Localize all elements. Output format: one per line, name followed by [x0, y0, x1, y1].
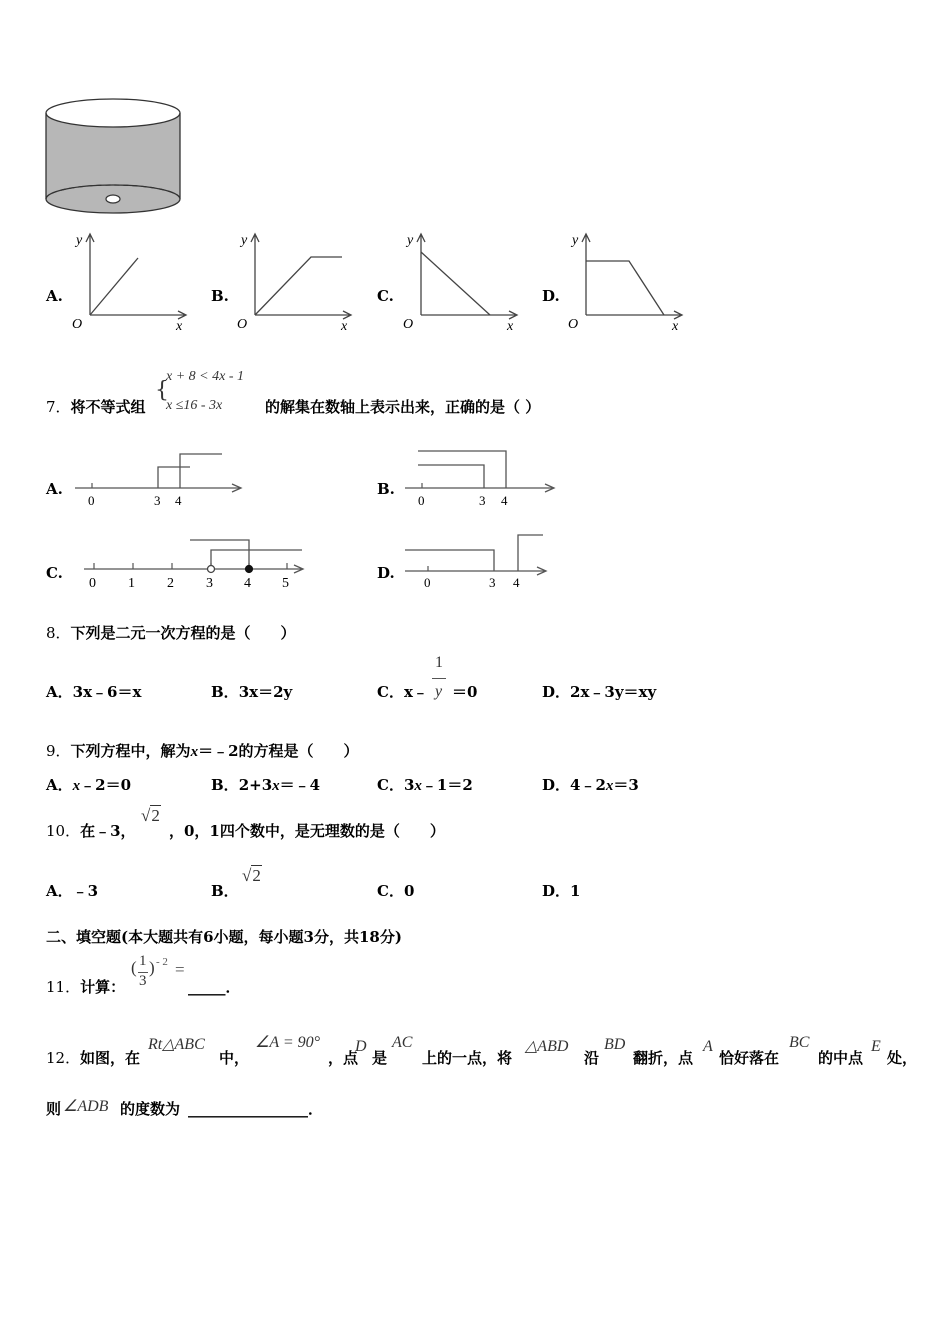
- graph-option-d: [566, 230, 696, 335]
- q7d-tick-0: 0: [424, 575, 431, 590]
- q9-b-text: ＝﹣4: [279, 776, 321, 794]
- q7a-tick-0: 0: [88, 493, 95, 508]
- graph-d-x-label: x: [672, 319, 679, 334]
- q10-sqrt: √2: [141, 806, 160, 825]
- q8-d-text: 2x﹣3y＝xy: [570, 683, 657, 701]
- q9-b-label: B．: [211, 776, 239, 794]
- q9-text-post: ＝﹣2的方程是（ ）: [198, 742, 359, 760]
- q9-option-c: [377, 774, 473, 795]
- q7b-tick-3: 3: [479, 493, 486, 508]
- q8-number: 8．: [46, 624, 71, 642]
- graph-c-y-label: y: [407, 233, 414, 248]
- q8-c-fraction-den: y: [435, 683, 443, 700]
- graph-option-d-label: D.: [542, 287, 560, 305]
- q12-t7: 翻折，点: [633, 1049, 694, 1067]
- q12-t5: 上的一点，将: [422, 1049, 513, 1067]
- q8-option-d: [542, 681, 656, 702]
- q8-a-text: 3x﹣6＝x: [72, 683, 142, 701]
- q7c-tick-4: 4: [244, 576, 251, 591]
- q12-t2: 中，: [219, 1049, 250, 1067]
- q10-stem-pre: [46, 820, 136, 841]
- graph-b-x-label: x: [341, 319, 348, 334]
- q10-option-d: [542, 880, 580, 901]
- q7-option-d-label: D.: [377, 564, 395, 582]
- q7c-tick-2: 2: [167, 576, 174, 591]
- q10-option-c: [377, 880, 414, 901]
- q9-a-var: x: [72, 778, 81, 794]
- q12-t6: 沿: [584, 1049, 600, 1067]
- graph-d-y-label: y: [572, 233, 579, 248]
- q12-t9: 的中点: [818, 1049, 864, 1067]
- q9-b-var: x: [272, 778, 280, 794]
- q12-m4: AC: [392, 1034, 413, 1051]
- q11-stem: [46, 976, 125, 997]
- q7-option-c-numberline: [70, 535, 320, 595]
- q12-line2-pre: 则: [46, 1100, 62, 1118]
- q7-option-d-numberline: [400, 530, 580, 590]
- q8-d-label: D．: [542, 683, 571, 701]
- q10-c-text: 0: [403, 882, 415, 900]
- q10-a-text: ﹣3: [72, 882, 99, 900]
- q8-c-label: C．: [377, 683, 404, 701]
- q8-option-b: [211, 681, 292, 702]
- q10-post: ，0，1四个数中，是无理数的是（ ）: [169, 822, 445, 840]
- q11-blank[interactable]: _____．: [188, 978, 241, 996]
- q9-c-var: x: [414, 778, 422, 794]
- q9-a-text: ﹣2＝0: [80, 776, 132, 794]
- q12-line2-post: 的度数为: [120, 1100, 181, 1118]
- q12-m5: △ABD: [525, 1038, 569, 1055]
- q7c-tick-5: 5: [282, 576, 289, 591]
- q8-c-post: ＝0: [452, 683, 478, 701]
- q7-option-b-label: B.: [377, 480, 395, 498]
- q8-option-c: [377, 681, 428, 702]
- q8-stem: [46, 622, 296, 643]
- q7c-tick-0: 0: [89, 576, 96, 591]
- q12-m9: E: [871, 1038, 881, 1055]
- q9-c-label: C．: [377, 776, 404, 794]
- q11-rparen: ): [149, 958, 155, 977]
- q9-number: 9．: [46, 742, 71, 760]
- graph-option-a: [70, 230, 200, 335]
- q8-c-fraction-bar: [432, 678, 446, 679]
- q7-inequality-2: x ≤16 - 3x: [166, 398, 223, 413]
- q10-option-b-sqrt: √2: [242, 866, 261, 885]
- q9-c-text: ﹣1＝2: [421, 776, 473, 794]
- q10-number: 10．: [46, 822, 81, 840]
- q7-option-b-numberline: [400, 448, 580, 513]
- q9-c-pre: 3: [403, 776, 415, 794]
- graph-d-origin-label: O: [568, 317, 579, 332]
- q9-option-a: [46, 774, 131, 795]
- q12-m2: ∠A = 90°: [255, 1034, 321, 1051]
- q9-a-label: A．: [46, 776, 73, 794]
- q11-equals: =: [175, 960, 185, 979]
- q9-option-d: [542, 774, 639, 795]
- q7-option-a-numberline: [70, 448, 250, 513]
- q11-exponent: - 2: [156, 956, 168, 968]
- q7-brace: {: [155, 378, 169, 403]
- q8-b-text: 3x＝2y: [238, 683, 293, 701]
- q7-inequality-1: x + 8 < 4x - 1: [166, 369, 244, 384]
- q9-d-pre: 4﹣2: [570, 776, 606, 794]
- q7d-tick-3: 3: [489, 575, 496, 590]
- q11-frac-num: 1: [139, 953, 147, 969]
- graph-b-y-label: y: [241, 233, 248, 248]
- q12-line2-math: ∠ADB: [63, 1098, 109, 1115]
- q10-d-label: D．: [542, 882, 571, 900]
- q7-option-a-label: A.: [46, 480, 63, 498]
- graph-a-y-label: y: [76, 233, 83, 248]
- q8-text: 下列是二元一次方程的是（ ）: [70, 624, 296, 642]
- graph-option-b-label: B.: [211, 287, 229, 305]
- q11-number: 11．: [46, 978, 81, 996]
- q7c-tick-3: 3: [206, 576, 213, 591]
- q11-lparen: (: [131, 958, 137, 977]
- q7-stem: [46, 396, 146, 417]
- graph-a-x-label: x: [176, 319, 183, 334]
- q8-c-fraction-num: 1: [435, 654, 443, 671]
- q12-m7: A: [703, 1038, 713, 1055]
- q11-frac-den: 3: [139, 973, 147, 989]
- q10-a-label: A．: [46, 882, 73, 900]
- graph-c-x-label: x: [507, 319, 514, 334]
- q9-var: x: [190, 744, 199, 760]
- q9-text-pre: 下列方程中，解为: [70, 742, 191, 760]
- q9-d-label: D．: [542, 776, 571, 794]
- q12-blank[interactable]: ________________．: [188, 1100, 324, 1118]
- q8-a-label: A．: [46, 683, 73, 701]
- q10-sqrt-radicand: 2: [151, 806, 160, 825]
- graph-option-a-label: A.: [46, 287, 63, 305]
- q11-text: 计算：: [80, 978, 126, 996]
- q7-option-c-label: C.: [46, 564, 63, 582]
- q12-m3: D: [355, 1038, 367, 1055]
- q9-option-b: [211, 774, 320, 795]
- graph-option-c-label: C.: [377, 287, 394, 305]
- q9-d-text: ＝3: [613, 776, 639, 794]
- q9-stem: [46, 740, 359, 761]
- q9-d-var: x: [605, 778, 614, 794]
- q7a-tick-3: 3: [154, 493, 161, 508]
- q8-b-label: B．: [211, 683, 239, 701]
- q12-t4: 是: [372, 1049, 388, 1067]
- q10-b-sqrt-radicand: 2: [252, 866, 261, 885]
- q8-c-pre: x﹣: [403, 683, 428, 701]
- q12-t10: 处，: [887, 1049, 918, 1067]
- q12-t1: 如图，在: [80, 1049, 141, 1067]
- graph-a-origin-label: O: [72, 317, 83, 332]
- graph-b-origin-label: O: [237, 317, 248, 332]
- q10-d-text: 1: [570, 882, 581, 900]
- q10-pre: 在﹣3，: [80, 822, 136, 840]
- q10-option-b-label: B．: [211, 882, 239, 900]
- q12-m8: BC: [789, 1034, 810, 1051]
- q9-b-pre: 2+3: [238, 776, 273, 794]
- q12-m1: Rt△ABC: [148, 1036, 205, 1053]
- q10-c-label: C．: [377, 882, 404, 900]
- q7b-tick-0: 0: [418, 493, 425, 508]
- q7-number: 7．: [46, 398, 71, 416]
- q7c-tick-1: 1: [128, 576, 135, 591]
- q12-m6: BD: [604, 1036, 626, 1053]
- q10-option-a: [46, 880, 98, 901]
- cylinder-figure: [40, 95, 190, 220]
- q12-t8: 恰好落在: [719, 1049, 780, 1067]
- q7b-tick-4: 4: [501, 493, 508, 508]
- q7-suffix: 的解集在数轴上表示出来，正确的是（ ）: [265, 398, 541, 416]
- q8-option-a: [46, 681, 141, 702]
- q12-number: 12．: [46, 1049, 81, 1067]
- q7d-tick-4: 4: [513, 575, 520, 590]
- q7a-tick-4: 4: [175, 493, 182, 508]
- q7-prefix: 将不等式组: [70, 398, 146, 416]
- section-2-title: 二、填空题(本大题共有6小题，每小题3分，共18分): [46, 928, 402, 946]
- q12-t3: ，点: [328, 1049, 359, 1067]
- graph-option-c: [401, 230, 531, 335]
- graph-c-origin-label: O: [403, 317, 414, 332]
- graph-option-b: [235, 230, 365, 335]
